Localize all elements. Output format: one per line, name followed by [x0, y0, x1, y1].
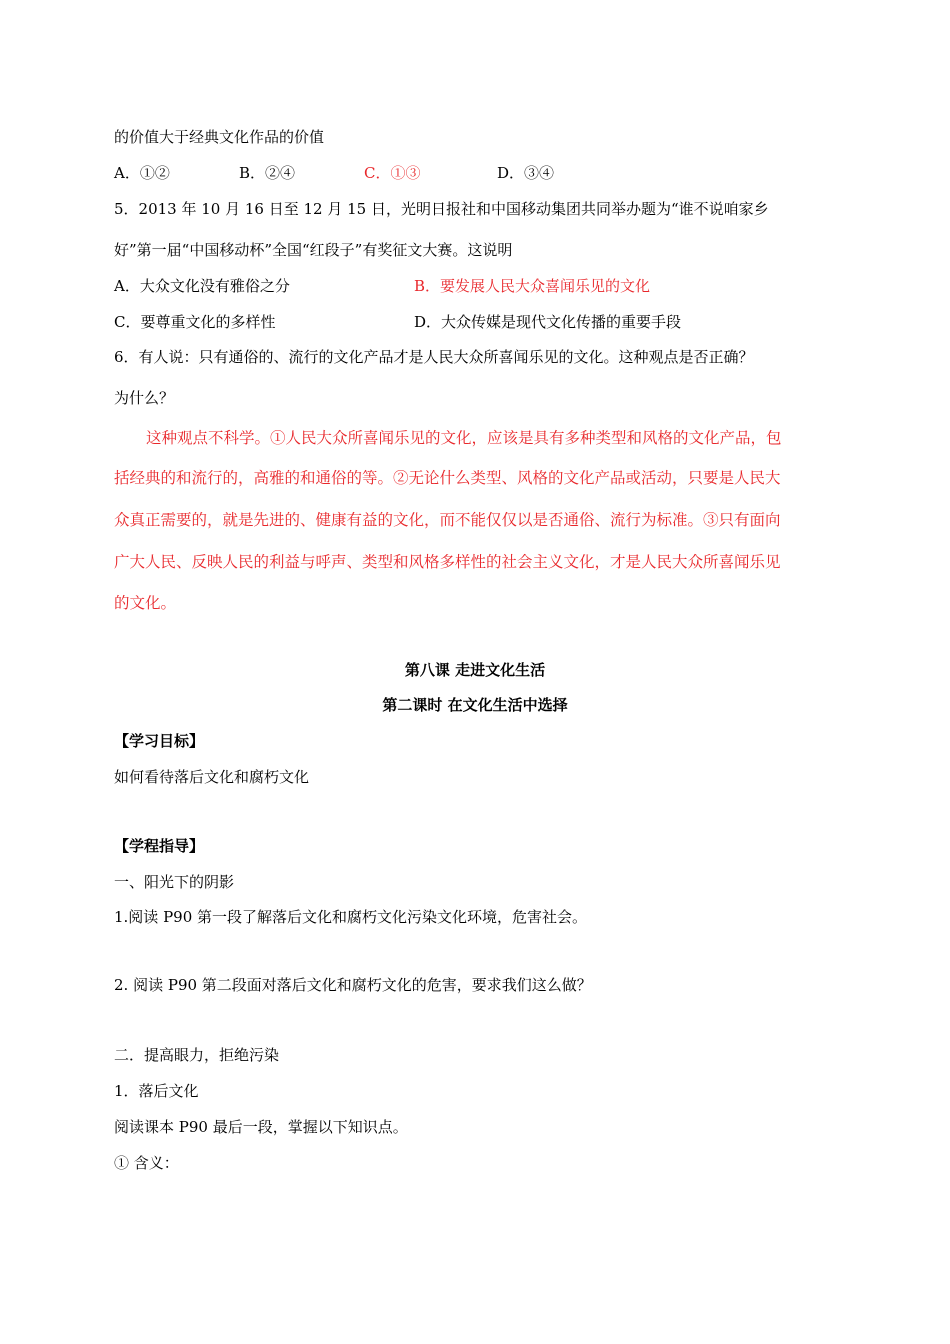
q5-stem-line1: 5．2013 年 10 月 16 日至 12 月 15 日，光明日报社和中国移动集团共同举办题为“谁不说咱家乡: [114, 200, 769, 218]
guide-section2-heading: 二．提高眼力，拒绝污染: [114, 1046, 280, 1064]
q4-option-d: D．③④: [497, 164, 555, 182]
objectives-text: 如何看待落后文化和腐朽文化: [114, 768, 310, 786]
guide-sub1-heading: 1．落后文化: [114, 1082, 199, 1100]
guide-point1: ① 含义：: [114, 1154, 179, 1172]
q6-stem-line2: 为什么？: [114, 389, 175, 407]
objectives-heading: 【学习目标】: [114, 732, 205, 750]
lesson-subtitle: 第二课时 在文化生活中选择: [382, 696, 568, 714]
q6-answer-line4: 广大人民、反映人民的利益与呼声、类型和风格多样性的社会主义文化，才是人民大众所喜闻乐见: [114, 553, 781, 571]
q4-option-c-answer: C．①③: [364, 164, 421, 182]
q6-answer-line5: 的文化。: [114, 594, 177, 612]
q5-option-d: D．大众传媒是现代文化传播的重要手段: [414, 313, 682, 331]
guide-section1-heading: 一、阳光下的阴影: [114, 873, 235, 891]
q5-option-a: A．大众文化没有雅俗之分: [114, 277, 290, 295]
q6-answer-line1: 这种观点不科学。①人民大众所喜闻乐见的文化，应该是具有多种类型和风格的文化产品，包: [146, 429, 782, 447]
guide-instruction: 阅读课本 P90 最后一段，掌握以下知识点。: [114, 1118, 408, 1136]
guide-item1: 1.阅读 P90 第一段了解落后文化和腐朽文化污染文化环境，危害社会。: [114, 908, 588, 926]
q6-answer-line3: 众真正需要的，就是先进的、健康有益的文化，而不能仅仅以是否通俗、流行为标准。③只有面向: [114, 511, 781, 529]
q4-option-b: B．②④: [239, 164, 296, 182]
q4-option-a: A．①②: [114, 164, 170, 182]
q5-option-b-answer: B．要发展人民大众喜闻乐见的文化: [414, 277, 651, 295]
q4-tail-text: 的价值大于经典文化作品的价值: [114, 128, 325, 146]
q6-answer-line2: 括经典的和流行的，高雅的和通俗的等。②无论什么类型、风格的文化产品或活动，只要是人民大: [114, 469, 781, 487]
lesson-title: 第八课 走进文化生活: [404, 661, 546, 679]
q5-option-c: C．要尊重文化的多样性: [114, 313, 276, 331]
q5-stem-line2: 好”第一届“中国移动杯”全国“红段子”有奖征文大赛。这说明: [114, 241, 513, 259]
q6-stem-line1: 6．有人说：只有通俗的、流行的文化产品才是人民大众所喜闻乐见的文化。这种观点是否正确？: [114, 348, 754, 366]
guide-item2: 2. 阅读 P90 第二段面对落后文化和腐朽文化的危害，要求我们这么做？: [114, 976, 592, 994]
guide-heading: 【学程指导】: [114, 837, 205, 855]
